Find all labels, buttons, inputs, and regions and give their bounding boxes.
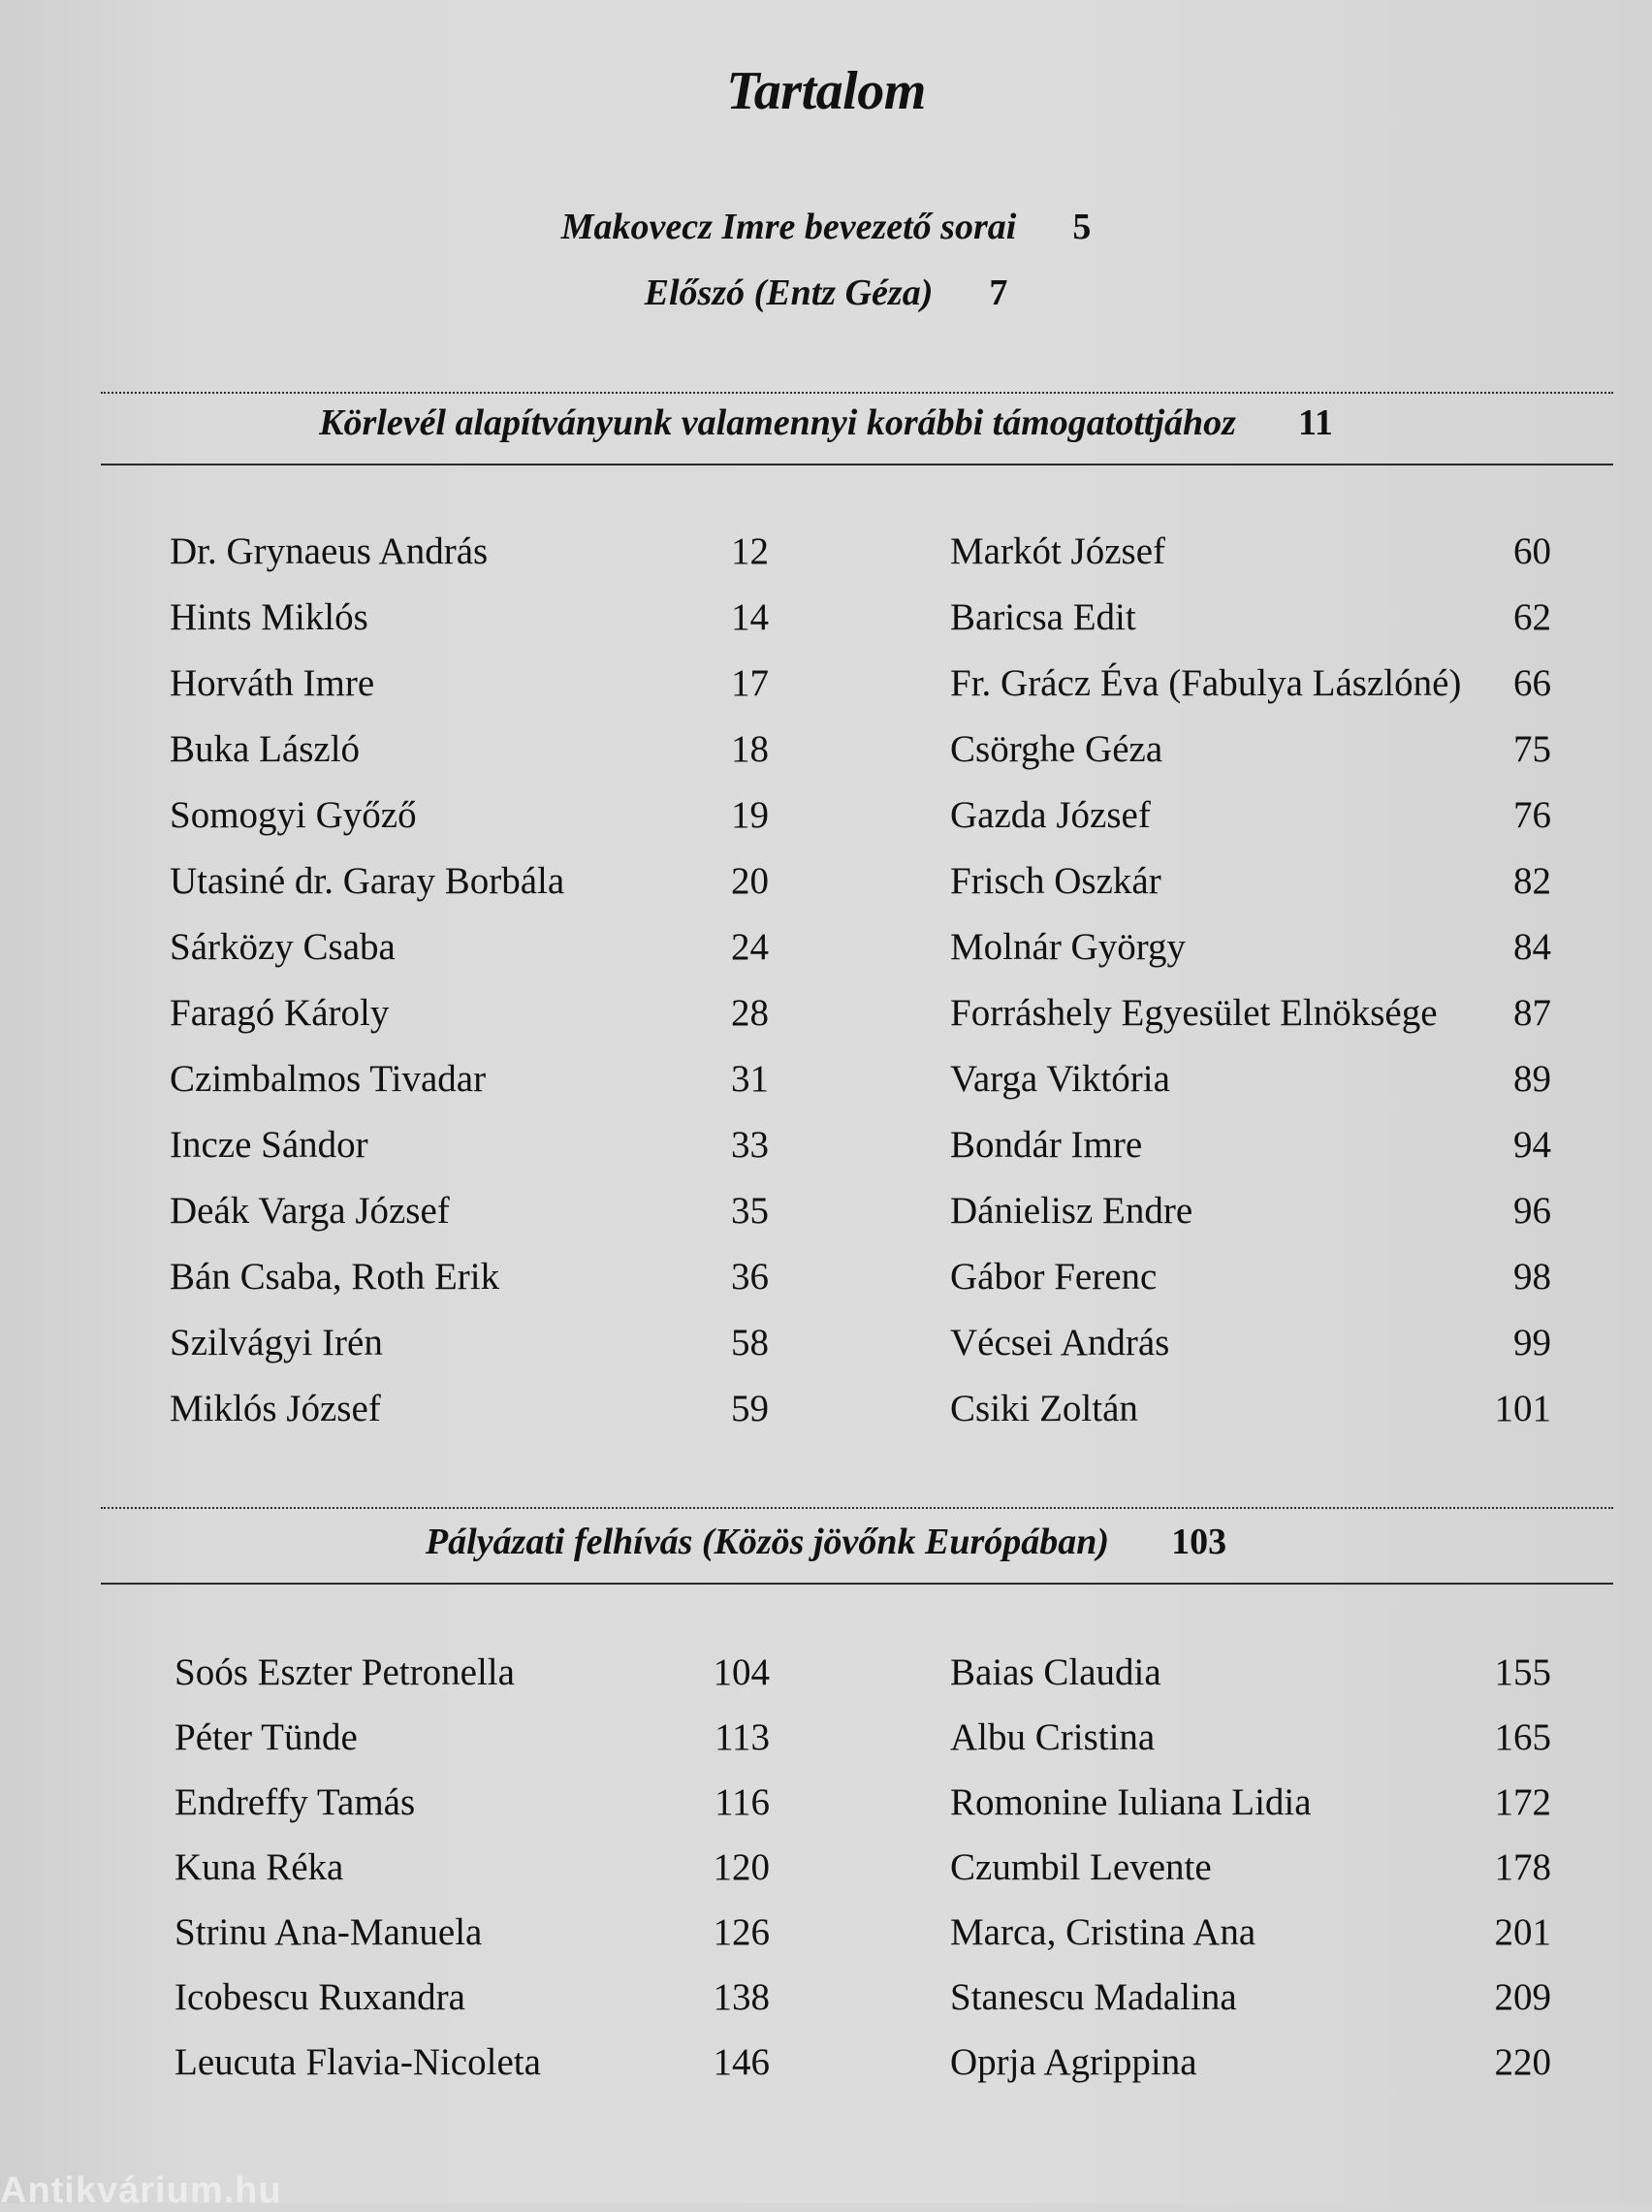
toc-entry — [950, 661, 1551, 720]
toc-entry-page: 62 — [1513, 596, 1551, 638]
toc-entry-page: 66 — [1513, 662, 1551, 704]
toc-entry — [950, 1321, 1551, 1379]
toc-entry-author: Varga Viktória — [950, 1058, 1170, 1100]
toc-entry — [950, 1387, 1551, 1445]
toc-entry-page: 104 — [713, 1651, 770, 1693]
toc-entry — [170, 529, 769, 588]
toc-entry-page: 19 — [731, 794, 769, 836]
intro-entry-label: Makovecz Imre bevezető sorai — [560, 207, 1017, 247]
watermark: Antikvárium.hu — [0, 2170, 282, 2211]
toc-entry-author: Sárközy Csaba — [170, 926, 396, 968]
toc-entry-author: Albu Cristina — [950, 1716, 1156, 1758]
toc-entry-author: Gábor Ferenc — [950, 1256, 1158, 1298]
toc-entry — [170, 991, 769, 1049]
toc-entry — [950, 1845, 1551, 1904]
toc-entry — [170, 1189, 769, 1247]
toc-entry-author: Marca, Cristina Ana — [950, 1911, 1256, 1953]
toc-entry-page: 14 — [731, 596, 769, 638]
toc-entry — [950, 2040, 1551, 2099]
toc-entry-page: 116 — [714, 1781, 770, 1823]
section-heading-korlevel — [0, 401, 1652, 444]
toc-entry-author: Bondár Imre — [950, 1124, 1143, 1166]
toc-entry-page: 58 — [731, 1322, 769, 1363]
toc-entry — [170, 661, 769, 720]
intro-entry-page: 5 — [1072, 207, 1092, 247]
toc-entry-page: 98 — [1513, 1256, 1551, 1298]
toc-entry — [950, 1123, 1551, 1181]
section-heading-page: 11 — [1297, 402, 1333, 443]
toc-entry — [170, 1387, 769, 1445]
toc-entry-author: Strinu Ana-Manuela — [175, 1911, 483, 1953]
toc-entry — [950, 727, 1551, 785]
toc-entry-author: Oprja Agrippina — [950, 2041, 1197, 2083]
toc-entry — [170, 727, 769, 785]
toc-entry-author: Utasiné dr. Garay Borbála — [170, 860, 565, 902]
toc-entry-page: 82 — [1513, 860, 1551, 902]
toc-entry-author: Czumbil Levente — [950, 1846, 1212, 1888]
toc-entry-page: 120 — [713, 1846, 770, 1888]
toc-entry-page: 36 — [731, 1256, 769, 1298]
toc-entry — [170, 1123, 769, 1181]
toc-entry-page: 178 — [1494, 1846, 1551, 1888]
toc-entry — [175, 1845, 770, 1904]
toc-entry-page: 94 — [1513, 1124, 1551, 1166]
toc-entry — [175, 1651, 770, 1709]
toc-entry — [170, 1255, 769, 1313]
toc-entry — [175, 1975, 770, 2034]
toc-entry — [950, 1910, 1551, 1969]
toc-entry-page: 126 — [713, 1911, 770, 1953]
intro-entry-preface-entz — [0, 272, 1652, 314]
toc-entry-page: 20 — [731, 860, 769, 902]
toc-entry-page: 18 — [731, 728, 769, 770]
toc-entry — [950, 991, 1551, 1049]
toc-entry-page: 76 — [1513, 794, 1551, 836]
toc-entry-author: Czimbalmos Tivadar — [170, 1058, 487, 1100]
toc-entry-page: 99 — [1513, 1322, 1551, 1363]
toc-entry — [170, 859, 769, 917]
toc-entry-author: Soós Eszter Petronella — [175, 1651, 515, 1693]
toc-entry — [950, 859, 1551, 917]
toc-entry-page: 96 — [1513, 1190, 1551, 1232]
toc-entry-author: Péter Tünde — [175, 1716, 358, 1758]
toc-entry-page: 17 — [731, 662, 769, 704]
toc-entry-page: 59 — [731, 1388, 769, 1429]
toc-entry-page: 165 — [1494, 1716, 1551, 1758]
toc-entry-author: Horváth Imre — [170, 662, 375, 704]
page-title: Tartalom — [726, 61, 926, 121]
toc-entry — [950, 1780, 1551, 1839]
toc-entry-author: Frisch Oszkár — [950, 860, 1161, 902]
toc-entry-author: Kuna Réka — [175, 1846, 344, 1888]
toc-entry-author: Forráshely Egyesület Elnöksége — [950, 992, 1438, 1034]
divider — [101, 464, 1613, 465]
toc-entry-author: Dánielisz Endre — [950, 1190, 1193, 1232]
toc-entry — [175, 2040, 770, 2099]
toc-entry-page: 31 — [731, 1058, 769, 1100]
toc-entry-author: Baias Claudia — [950, 1651, 1161, 1693]
toc-entry-author: Hints Miklós — [170, 596, 368, 638]
toc-entry — [170, 595, 769, 654]
toc-entry — [175, 1780, 770, 1839]
toc-entry-author: Bán Csaba, Roth Erik — [170, 1256, 500, 1298]
toc-entry-page: 75 — [1513, 728, 1551, 770]
toc-entry-page: 28 — [731, 992, 769, 1034]
toc-entry-page: 24 — [731, 926, 769, 968]
section-heading-page: 103 — [1171, 1522, 1227, 1562]
toc-entry-page: 155 — [1494, 1651, 1551, 1693]
toc-entry — [950, 1189, 1551, 1247]
toc-entry-author: Stanescu Madalina — [950, 1976, 1237, 2018]
toc-entry-author: Csörghe Géza — [950, 728, 1163, 770]
toc-entry — [950, 1651, 1551, 1709]
toc-entry-page: 146 — [713, 2041, 770, 2083]
toc-entry-author: Somogyi Győző — [170, 794, 417, 836]
divider — [101, 1507, 1613, 1509]
toc-entry-author: Miklós József — [170, 1388, 381, 1429]
toc-entry-author: Leucuta Flavia-Nicoleta — [175, 2041, 541, 2083]
toc-entry — [950, 595, 1551, 654]
toc-entry — [175, 1910, 770, 1969]
toc-entry-page: 201 — [1494, 1911, 1551, 1953]
divider — [101, 392, 1613, 394]
toc-entry — [170, 793, 769, 851]
toc-entry-page: 172 — [1494, 1781, 1551, 1823]
toc-entry-author: Szilvágyi Irén — [170, 1322, 383, 1363]
toc-entry-author: Buka László — [170, 728, 361, 770]
toc-entry-author: Deák Varga József — [170, 1190, 450, 1232]
toc-entry — [950, 529, 1551, 588]
toc-entry — [950, 1255, 1551, 1313]
section-heading-palyazat — [0, 1521, 1652, 1563]
toc-entry-author: Fr. Grácz Éva (Fabulya Lászlóné) — [950, 662, 1462, 704]
toc-entry — [170, 1321, 769, 1379]
toc-entry-author: Molnár György — [950, 926, 1187, 968]
toc-entry-author: Icobescu Ruxandra — [175, 1976, 465, 2018]
intro-entry-page: 7 — [989, 272, 1008, 313]
toc-entry-author: Incze Sándor — [170, 1124, 368, 1166]
toc-entry-page: 220 — [1494, 2041, 1551, 2083]
toc-entry-page: 101 — [1494, 1388, 1551, 1429]
section-heading-label: Pályázati felhívás (Közös jövőnk Európában) — [425, 1522, 1110, 1562]
intro-entry-foreword-makovecz — [0, 206, 1652, 248]
toc-entry — [950, 1975, 1551, 2034]
toc-entry — [950, 925, 1551, 983]
toc-entry-author: Vécsei András — [950, 1322, 1170, 1363]
toc-entry — [170, 925, 769, 983]
toc-entry — [170, 1057, 769, 1115]
toc-entry-author: Baricsa Edit — [950, 596, 1136, 638]
toc-entry — [175, 1715, 770, 1774]
toc-entry — [950, 1057, 1551, 1115]
toc-entry-author: Markót József — [950, 530, 1166, 572]
toc-entry-page: 209 — [1494, 1976, 1551, 2018]
toc-entry-author: Romonine Iuliana Lidia — [950, 1781, 1312, 1823]
toc-entry-page: 89 — [1513, 1058, 1551, 1100]
toc-entry-page: 113 — [714, 1716, 770, 1758]
toc-entry-page: 35 — [731, 1190, 769, 1232]
toc-entry-page: 84 — [1513, 926, 1551, 968]
toc-entry-author: Gazda József — [950, 794, 1151, 836]
toc-entry-page: 12 — [731, 530, 769, 572]
intro-entry-label: Előszó (Entz Géza) — [644, 272, 934, 313]
toc-entry-page: 138 — [713, 1976, 770, 2018]
toc-entry-author: Dr. Grynaeus András — [170, 530, 489, 572]
divider — [101, 1583, 1613, 1585]
toc-entry-author: Endreffy Tamás — [175, 1781, 416, 1823]
toc-entry-author: Faragó Károly — [170, 992, 390, 1034]
toc-entry-page: 33 — [731, 1124, 769, 1166]
toc-entry — [950, 793, 1551, 851]
toc-entry — [950, 1715, 1551, 1774]
section-heading-label: Körlevél alapítványunk valamennyi korábbi támogatottjához — [319, 402, 1236, 443]
toc-entry-page: 60 — [1513, 530, 1551, 572]
toc-entry-page: 87 — [1513, 992, 1551, 1034]
toc-entry-author: Csiki Zoltán — [950, 1388, 1138, 1429]
